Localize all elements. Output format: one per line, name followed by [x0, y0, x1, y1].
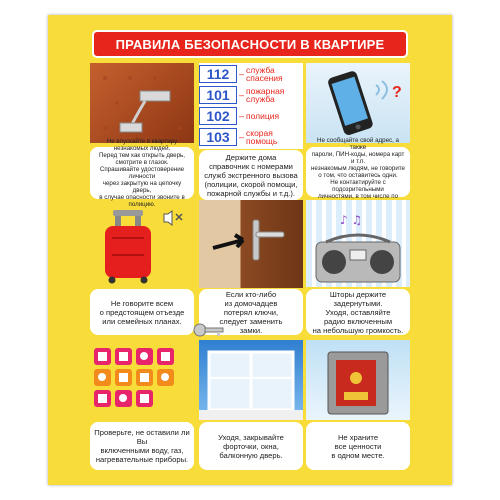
rule-text: Если кто-либо: [225, 289, 277, 299]
rule-text: через закрытую на цепочку дверь,: [102, 180, 182, 194]
door-chain-image: [90, 63, 194, 143]
rule-text: нагревательные приборы.: [95, 455, 189, 464]
rule-text: Не храните: [337, 432, 379, 442]
smartphone-icon: [306, 63, 410, 143]
rule-text: Уходя, оставляйте: [325, 307, 391, 317]
rule-text: Не контактируйте с подозрительными: [330, 179, 386, 193]
rule-text: справочник с номерами: [209, 161, 293, 171]
key-icon: [192, 318, 226, 342]
window-image: [199, 340, 303, 420]
rule-appliances-card: [90, 422, 194, 470]
rule-text: на небольшую громкость.: [312, 325, 404, 335]
service-label: пожарная: [246, 85, 285, 96]
dash: –: [239, 90, 245, 100]
rule-windows-card: [199, 422, 303, 470]
service-label: служба: [246, 94, 275, 104]
rule-text: Держите дома: [225, 152, 277, 162]
rule-text: Не сообщайте свой адрес, а также: [317, 137, 399, 151]
rule-text: замки.: [239, 325, 263, 335]
rule-luggage-card: [90, 289, 194, 335]
rule-door-card: [90, 138, 194, 208]
rule-valuables-card: [306, 422, 410, 470]
rule-text: Перед тем как открыть дверь,: [98, 152, 186, 159]
dash: –: [239, 69, 245, 79]
number-101: 101: [199, 86, 237, 104]
rule-text: потерял ключи,: [223, 307, 279, 317]
rule-text: смотрите в глазок.: [115, 159, 169, 166]
luggage-image: [90, 200, 194, 285]
rule-text: незнакомым людям, не говорите: [311, 165, 405, 172]
service-label: скорая: [246, 127, 273, 138]
rule-text: в случае опасности звоните в полицию.: [99, 194, 185, 208]
emergency-numbers-panel: [199, 63, 303, 149]
appliance-icons: [90, 340, 194, 418]
number-103: 103: [199, 128, 237, 146]
rule-text: личностями, в том числе по: [317, 193, 399, 200]
suitcase-icon: [90, 200, 194, 285]
rule-text: пожарной службы и т.д.).: [206, 188, 295, 198]
service-label: помощь: [246, 136, 278, 146]
rule-curtains-card: [306, 289, 410, 335]
rule-text: или семейных планах.: [102, 316, 182, 326]
rule-text: из домочадцев: [224, 298, 278, 308]
rule-text: включенными воду, газ,: [100, 446, 184, 455]
safe-image: [306, 340, 410, 420]
dash: –: [239, 132, 245, 142]
number-112: 112: [199, 65, 237, 83]
rule-text: радио включенным: [323, 316, 393, 326]
rule-text: пароли, ПИН-коды, номера карт и т.п.: [311, 151, 405, 165]
rule-numbers-card: [199, 150, 303, 200]
door-key-image: [199, 200, 303, 288]
door-handle-icon: [199, 200, 303, 288]
rule-phone-card: [306, 137, 410, 200]
rule-text: служб экстренного вызова: [204, 170, 298, 180]
radio-image: [306, 200, 410, 287]
question-mark-icon: ?: [392, 84, 402, 101]
service-label: спасения: [246, 73, 283, 83]
rule-text: о том, что оставитесь одни.: [318, 172, 398, 179]
rule-text: все ценности: [334, 441, 382, 451]
rule-text: форточки, окна,: [223, 441, 279, 451]
rule-text: Спрашивайте удостоверение личности: [99, 166, 185, 180]
rule-text: Не впускайте в квартиру: [106, 138, 178, 145]
rule-text: Проверьте, не оставили ли Вы: [94, 428, 190, 446]
number-102: 102: [199, 107, 237, 125]
poster-title: ПРАВИЛА БЕЗОПАСНОСТИ В КВАРТИРЕ: [92, 30, 408, 58]
service-label: служба: [246, 64, 275, 75]
appliances-image: [90, 340, 194, 418]
dash: –: [239, 111, 245, 121]
rule-text: в одном месте.: [331, 450, 385, 460]
rule-text: Уходя, закрывайте: [218, 432, 284, 442]
rule-text: о предстоящем отъезде: [99, 307, 185, 317]
door-chain-icon: [90, 63, 194, 143]
phone-image: [306, 63, 410, 143]
rule-text: балконную дверь.: [219, 450, 283, 460]
music-note-icon: ♪ ♫: [340, 213, 363, 227]
rule-text: Шторы держите задернутыми.: [329, 289, 387, 308]
safe-icon: [306, 340, 410, 420]
rule-text: (полиции, скорой помощи,: [204, 179, 298, 189]
radio-icon: [306, 200, 410, 287]
balcony-door-icon: [199, 340, 303, 420]
rule-text: Не говорите всем: [110, 298, 174, 308]
service-label: полиция: [246, 110, 280, 121]
rule-text: незнакомых людей.: [113, 145, 171, 152]
rule-text: следует заменить: [219, 316, 283, 326]
